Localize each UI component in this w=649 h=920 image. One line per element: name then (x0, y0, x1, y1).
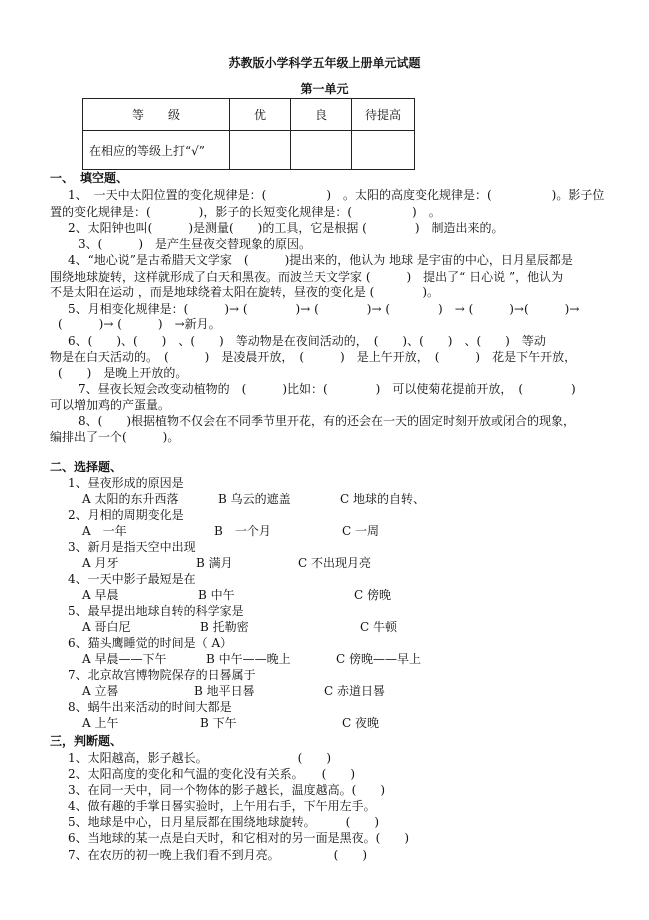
choice-question: 3、新月是指天空中出现 (68, 540, 196, 554)
fill-line: 不是太阳在运动 ，而是地球绕着太阳在旋转，昼夜的变化是 ( )。 (50, 285, 439, 299)
choice-option-a[interactable]: A 哥白尼 (82, 620, 131, 634)
fill-line: 2、太阳钟也叫( )是测量( )的工具，它是根据 ( ) 制造出来的。 (68, 221, 504, 235)
choice-question: 1、昼夜形成的原因是 (68, 476, 184, 490)
choice-option-b[interactable]: B 地平日晷 (194, 684, 255, 698)
choice-option-a[interactable]: A 早晨——下午 (82, 652, 167, 666)
fill-line: 可以增加鸡的产蛋量。 (50, 398, 171, 412)
choice-question: 2、月相的周期变化是 (68, 508, 184, 522)
choice-option-b[interactable]: B 中午——晚上 (206, 652, 291, 666)
grade-cell-improve[interactable] (352, 131, 415, 170)
fill-line: 8、( )根据植物不仅会在不同季节里开花，有的还会在一天的固定时刻开放或闭合的现象， (78, 414, 576, 428)
grade-header-level: 等 级 (83, 99, 230, 131)
judge-item: 5、地球是中心，日月星辰都在围绕地球旋转。 ( ) (68, 815, 380, 829)
choice-option-a[interactable]: A 一年 (82, 524, 127, 538)
choice-question: 5、最早提出地球自转的科学家是 (68, 604, 244, 618)
choice-option-a[interactable]: A 太阳的东升西落 (82, 492, 179, 506)
fill-line: 物是在白天活动的。 ( ) 是凌晨开放， ( ) 是上午开放， ( ) 花是下午开放， (50, 350, 577, 364)
fill-line: ( )→ ( ) →新月。 (58, 317, 221, 331)
fill-line: 7、昼夜长短会改变动植物的 ( )比如：( ) 可以使菊花提前开放， ( ) (78, 382, 576, 396)
choice-option-b[interactable]: B 满月 (196, 556, 233, 570)
judge-heading: 三，判断题、 (50, 734, 123, 748)
fill-line: 置的变化规律是：( )，影子的长短变化规律是：( ) 。 (50, 205, 441, 219)
choice-option-c[interactable]: C 不出现月亮 (298, 556, 371, 570)
fill-line: ( ) 是晚上开放的。 (58, 366, 188, 380)
choice-option-b[interactable]: B 托勒密 (200, 620, 249, 634)
page-title: 苏教版小学科学五年级上册单元试题 (228, 56, 421, 70)
judge-item: 2、太阳高度的变化和气温的变化没有关系。 ( ) (68, 767, 356, 781)
choice-option-b[interactable]: B 下午 (200, 716, 237, 730)
grade-row-label: 在相应的等级上打“√” (83, 131, 230, 170)
fill-line: 5、月相变化规律是：( )→ ( )→ ( )→ ( ) → ( )→( )→ (68, 302, 580, 316)
judge-item: 3、在同一天中，同一个物体的影子越长，温度越高。( ) (68, 783, 386, 797)
judge-item: 6、当地球的某一点是白天时，和它相对的另一面是黑夜。( ) (68, 831, 410, 845)
fill-line: 6、( )、( ) 、( ) 等动物是在夜间活动的， ( )、( ) 、( ) 等动 (68, 334, 546, 348)
grade-cell-excellent[interactable] (230, 131, 291, 170)
fill-line: 围绕地球旋转，这样就形成了白天和黑夜。而波兰天文学家 ( ) 提出了“ 日心说 ”，他认为 (50, 270, 564, 284)
choice-option-c[interactable]: C 地球的自转、 (340, 492, 425, 506)
choice-option-c[interactable]: C 赤道日晷 (324, 684, 385, 698)
grade-header-good: 良 (291, 99, 352, 131)
choice-option-a[interactable]: A 上午 (82, 716, 119, 730)
choice-option-b[interactable]: B 中午 (198, 588, 235, 602)
choice-option-c[interactable]: C 傍晚 (354, 588, 391, 602)
grade-cell-good[interactable] (291, 131, 352, 170)
choice-option-b[interactable]: B 乌云的遮盖 (218, 492, 291, 506)
choice-question: 7、北京故宫博物院保存的日晷属于 (68, 668, 256, 682)
choice-question: 4、一天中影子最短是在 (68, 572, 196, 586)
choice-option-c[interactable]: C 牛顿 (360, 620, 397, 634)
fill-line: 3、( ) 是产生昼夜交替现象的原因。 (78, 237, 311, 251)
choice-question: 8、蜗牛出来活动的时间大都是 (68, 700, 232, 714)
grade-header-excellent: 优 (230, 99, 291, 131)
unit-title: 第一单元 (300, 82, 349, 96)
choice-heading: 二、选择题、 (50, 460, 123, 474)
fill-line: 4、“地心说”是古希腊天文学家 ( )提出来的，他认为 地球 是宇宙的中心，日月星辰都是 (68, 253, 573, 267)
choice-option-c[interactable]: C 傍晚——早上 (336, 652, 421, 666)
judge-item: 1、太阳越高，影子越长。 ( ) (68, 751, 331, 765)
judge-item: 7、在农历的初一晚上我们看不到月亮。 ( ) (68, 848, 368, 862)
grade-header-improve: 待提高 (352, 99, 415, 131)
choice-option-b[interactable]: B 一个月 (214, 524, 271, 538)
choice-option-c[interactable]: C 一周 (342, 524, 379, 538)
choice-option-a[interactable]: A 立晷 (82, 684, 119, 698)
grade-table (82, 98, 415, 170)
choice-option-a[interactable]: A 月牙 (82, 556, 119, 570)
fill-line: 编排出了一个( )。 (50, 430, 180, 444)
choice-question: 6、猫头鹰睡觉的时间是（ A） (68, 636, 233, 650)
fill-line: 1、 一天中太阳位置的变化规律是：( ) 。太阳的高度变化规律是：( )。影子位 (68, 188, 605, 202)
fill-heading: 一、 填空题、 (50, 171, 129, 185)
judge-item: 4、做有趣的手掌日晷实验时，上午用右手，下午用左手。 (68, 799, 376, 813)
choice-option-a[interactable]: A 早晨 (82, 588, 119, 602)
choice-option-c[interactable]: C 夜晚 (342, 716, 379, 730)
